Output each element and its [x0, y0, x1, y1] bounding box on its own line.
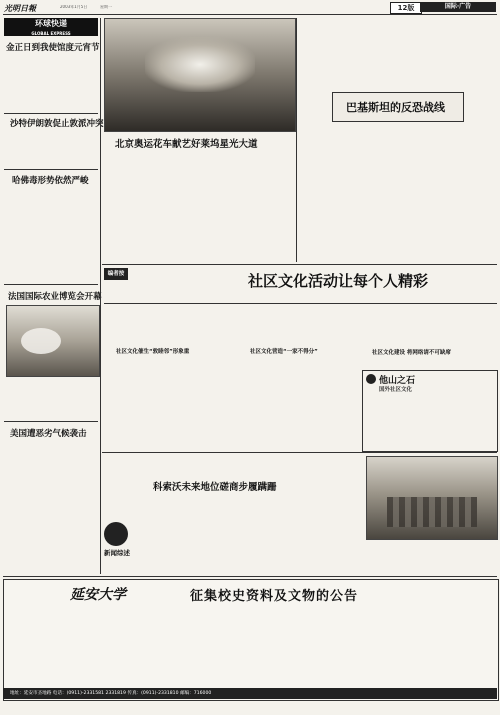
notice-top-rule [3, 576, 497, 577]
notice-body-2 [162, 604, 327, 684]
left-item-title-5: 美国遭恶劣气候袭击 [10, 429, 87, 439]
bottom-body-4 [238, 496, 363, 573]
notice-body-3 [331, 604, 493, 684]
section-rule [102, 452, 497, 453]
global-express-title: 环球快递 [35, 19, 67, 28]
lead-story-title: 北京奥运花车献艺好莱坞星光大道 [115, 139, 258, 150]
photo-caption [366, 540, 496, 572]
left-item-body-5 [5, 440, 98, 572]
float-shape [145, 37, 255, 92]
feature-body-5 [362, 306, 497, 346]
feature-body-3 [233, 306, 358, 346]
notice-title: 征集校史资料及文物的公告 [190, 589, 359, 604]
feature-body-6 [362, 356, 497, 368]
left-item-body-1 [5, 54, 98, 112]
divider [4, 169, 98, 170]
column-divider [296, 18, 297, 262]
sidebar-title: 他山之石 [379, 376, 416, 386]
lead-story-body [104, 152, 294, 262]
right-top-body-2 [298, 132, 496, 262]
feature-title: 社区文化活动让每个人精彩 [248, 272, 429, 290]
left-item-title-1: 金正日到我使馆度元宵节 [6, 43, 100, 53]
float-parade-photo [104, 18, 296, 132]
feature-body-4 [233, 355, 358, 450]
divider [4, 113, 98, 114]
news-review-icon [104, 522, 128, 546]
notice-body-1 [8, 604, 158, 684]
footer-contact: 地址：延安市圣地路 电话：(0911)-2331581 2331819 传真：(0911)-2331810 邮编：716000 [10, 691, 212, 696]
left-item-body-4 [5, 379, 98, 417]
left-item-body-2 [5, 130, 98, 168]
divider [104, 303, 497, 304]
left-item-body-3 [5, 187, 98, 282]
sidebar-body [366, 394, 494, 448]
page-number: 12版 [390, 2, 422, 14]
feature-subhead-1: 社区文化催生“敦睦邻”形象重 [116, 349, 190, 355]
section-rule [102, 264, 497, 265]
masthead-rule [3, 14, 497, 15]
issue-date: 2003年1月5日 [60, 5, 88, 9]
kosovo-photo [366, 456, 498, 540]
pakistan-title: 巴基斯坦的反恐战线 [346, 101, 445, 114]
feature-subhead-2: 社区文化营造“一家不得分” [250, 349, 318, 355]
kosovo-title: 科索沃未来地位磋商步履蹒跚 [150, 478, 280, 494]
cow-shape [21, 328, 61, 354]
university-name: 延安大学 [70, 587, 126, 603]
sidebar-bullet-icon [366, 374, 376, 384]
farm-expo-photo [6, 305, 100, 377]
global-express-en: GLOBAL EXPRESS [31, 31, 71, 36]
divider [4, 284, 98, 285]
left-item-title-4: 法国国际农业博览会开幕 [8, 292, 102, 302]
column-divider [100, 18, 101, 574]
left-item-title-3: 哈佛毒形势依然严峻 [12, 176, 89, 186]
feature-body-2 [104, 355, 229, 450]
section-label: 国际·广告 [420, 2, 496, 12]
divider [4, 421, 98, 422]
left-item-title-2: 沙特伊朗敦促止敦派冲突 [10, 119, 104, 129]
sidebar-subtitle: 国外社区文化 [379, 387, 413, 393]
paper-name: 光明日報 [4, 4, 36, 13]
feature-body-1 [104, 306, 229, 346]
imprint-line [3, 702, 497, 712]
crowd-shape [387, 497, 477, 527]
news-review-label: 新闻综述 [104, 549, 130, 557]
editor-note-body [130, 268, 235, 302]
issue-weekday: 星期一 [100, 5, 112, 9]
editor-note-tag: 编者按 [104, 268, 128, 280]
feature-subhead-3: 社区文化建设 将网络请不可缺席 [372, 350, 451, 356]
